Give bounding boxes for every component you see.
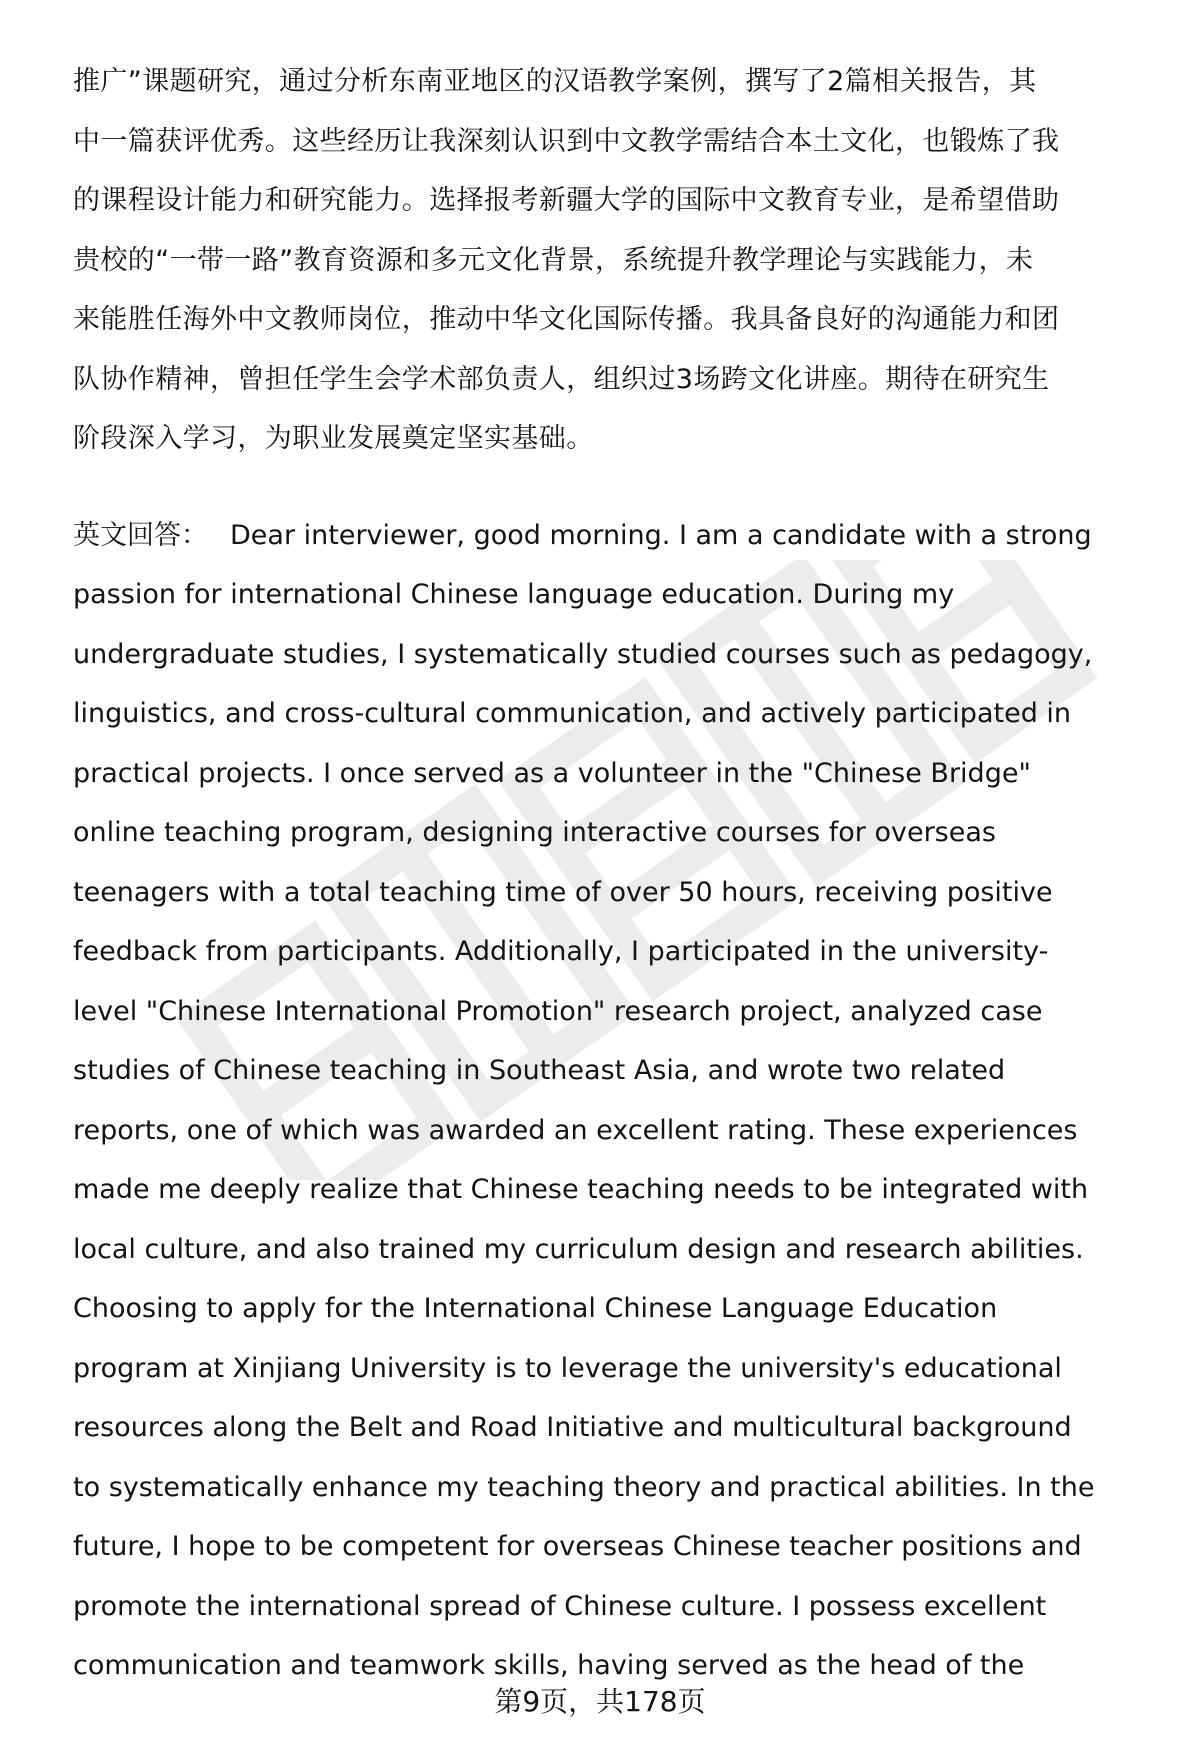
paragraph-line: reports, one of which was awarded an excellent rating. These experiences — [73, 1114, 1078, 1146]
paragraph-line: level "Chinese International Promotion" research project, analyzed case — [73, 995, 1043, 1027]
paragraph-line: 中一篇获评优秀。这些经历让我深刻认识到中文教学需结合本土文化，也锻炼了我 — [73, 125, 1060, 157]
paragraph-line: online teaching program, designing interactive courses for overseas — [73, 817, 996, 848]
document-body — [73, 52, 1143, 1696]
paragraph-line: linguistics, and cross-cultural communication, and actively participated in — [73, 698, 1072, 729]
paragraph-line: resources along the Belt and Road Initiative and multicultural background — [73, 1412, 1072, 1443]
paragraph-line — [73, 506, 1143, 566]
paragraph-line: future, I hope to be competent for overseas Chinese teacher positions and — [73, 1531, 1082, 1562]
paragraph-line: 的课程设计能力和研究能力。选择报考新疆大学的国际中文教育专业，是希望借助 — [73, 185, 1060, 216]
english-answer-label: 英文回答： — [73, 519, 208, 551]
paragraph-line: communication and teamwork skills, having served as the head of the — [73, 1650, 1025, 1681]
paragraph-line: undergraduate studies, I systematically studied courses such as pedagogy, — [73, 638, 1093, 670]
paragraph-line: made me deeply realize that Chinese teaching needs to be integrated with — [73, 1174, 1089, 1205]
paragraph-line: 队协作精神，曾担任学生会学术部负责人，组织过3场跨文化讲座。期待在研究生 — [73, 363, 1050, 395]
paragraph-line: to systematically enhance my teaching theory and practical abilities. In the — [73, 1471, 1095, 1503]
paragraph-line: 来能胜任海外中文教师岗位，推动中华文化国际传播。我具备良好的沟通能力和团 — [73, 304, 1060, 335]
paragraph-line: 推广”课题研究，通过分析东南亚地区的汉语教学案例，撰写了2篇相关报告，其 — [73, 66, 1037, 97]
paragraph-line: Choosing to apply for the International Chinese Language Education — [73, 1293, 998, 1324]
paragraph-line: promote the international spread of Chinese culture. I possess excellent — [73, 1590, 1047, 1622]
paragraph-line: local culture, and also trained my curriculum design and research abilities. — [73, 1233, 1084, 1265]
paragraph-line: studies of Chinese teaching in Southeast Asia, and wrote two related — [73, 1055, 1006, 1086]
paragraph-line: program at Xinjiang University is to leverage the university's educational — [73, 1352, 1062, 1384]
paragraph-line: 贵校的“一带一路”教育资源和多元文化背景，系统提升教学理论与实践能力，未 — [73, 244, 1034, 276]
page-indicator: 第9页，共178页 — [490, 1685, 709, 1718]
paragraph-line: teenagers with a total teaching time of over 50 hours, receiving positive — [73, 876, 1053, 908]
paragraph-line: practical projects. I once served as a volunteer in the "Chinese Bridge" — [73, 757, 1031, 789]
english-answer — [73, 506, 1143, 1696]
chinese-paragraph — [73, 52, 1143, 469]
paragraph-line: 阶段深入学习，为职业发展奠定坚实基础。 — [73, 423, 594, 454]
page-footer — [0, 1680, 1200, 1720]
paragraph-line: feedback from participants. Additionally, I participated in the university- — [73, 936, 1049, 967]
paragraph-line: passion for international Chinese language education. During my — [73, 579, 955, 610]
paragraph-line-text: Dear interviewer, good morning. I am a candidate with a strong — [230, 519, 1092, 551]
